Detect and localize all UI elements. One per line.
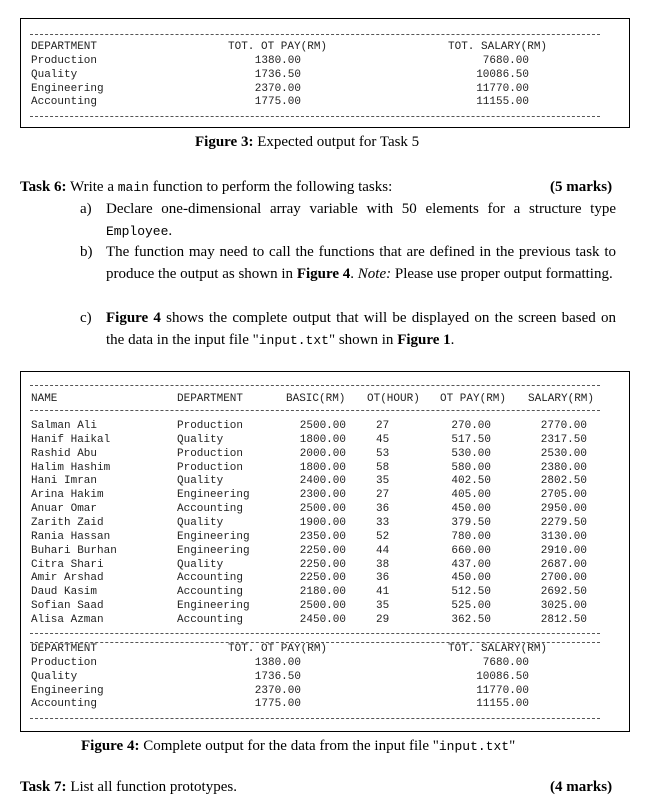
employee-salary: 2530.00 (540, 447, 587, 460)
figure-3-row-ot-pay: 1736.50 (254, 68, 301, 81)
employee-ot-hour: 58 (376, 461, 390, 474)
employee-department: Production (177, 461, 244, 474)
employee-salary: 2687.00 (540, 558, 587, 571)
employee-basic: 2450.00 (299, 613, 346, 626)
employee-ot-hour: 33 (376, 516, 390, 529)
task-6-item-c-letter: c) (80, 310, 92, 326)
employee-ot-pay: 450.00 (451, 572, 491, 585)
employee-name: Hanif Haikal (31, 433, 111, 446)
employee-basic: 2400.00 (299, 475, 346, 488)
employee-basic: 1900.00 (299, 516, 346, 529)
figure-3-row-ot-pay: 2370.00 (254, 82, 301, 95)
figure-4-divider-2 (30, 410, 600, 411)
figure-3-row-ot-pay: 1380.00 (254, 55, 301, 67)
employee-name: Buhari Burhan (31, 544, 117, 557)
figure-3-row-department: Engineering (31, 82, 104, 95)
employee-department: Accounting (177, 572, 244, 585)
employee-ot-pay: 362.50 (451, 613, 491, 626)
task-6-item-b-text-end: Please use proper output formatting. (391, 266, 613, 282)
employee-department: Accounting (177, 586, 244, 599)
employee-basic: 2500.00 (299, 600, 346, 613)
task-6-item-a (106, 198, 616, 243)
task-7-text (20, 778, 237, 796)
employee-ot-pay: 402.50 (451, 475, 491, 488)
employee-name: Citra Shari (31, 558, 104, 571)
summary-ot-pay: 1775.00 (254, 698, 301, 711)
employee-salary: 2317.50 (540, 433, 587, 446)
employee-salary: 2692.50 (540, 586, 587, 599)
figure-3-row-department: Quality (31, 68, 78, 81)
employee-department: Engineering (177, 530, 250, 543)
employee-ot-pay: 517.50 (451, 433, 491, 446)
task-7-description: List all function prototypes. (66, 779, 237, 795)
employee-name: Amir Arshad (31, 572, 104, 585)
task-6-item-b-note: Note: (357, 266, 392, 282)
task-6-item-b-sep: . (350, 266, 358, 282)
employee-basic: 2250.00 (299, 558, 346, 571)
employee-ot-hour: 52 (376, 530, 390, 543)
employee-department: Quality (177, 558, 224, 571)
employee-ot-pay: 525.00 (451, 600, 491, 613)
figure-3-bottom-divider (30, 116, 600, 117)
task-6-intro-text-end: function to perform the following tasks: (148, 179, 393, 195)
employee-ot-hour: 36 (376, 503, 390, 516)
task-6-item-b-figure-ref: Figure 4 (296, 266, 351, 282)
task-6-item-c-figure-1-ref: Figure 1 (397, 332, 451, 348)
employee-name: Rashid Abu (31, 447, 98, 460)
figure-4-header-basic: BASIC(RM) (286, 393, 346, 405)
employee-department: Engineering (177, 600, 250, 613)
employee-name: Hani Imran (31, 475, 98, 488)
employee-salary: 2910.00 (540, 544, 587, 557)
employee-department: Production (177, 447, 244, 460)
figure-4-header-ot-hour: OT(HOUR) (367, 393, 420, 405)
figure-3-row-salary: 11770.00 (476, 82, 529, 95)
employee-ot-pay: 530.00 (451, 447, 491, 460)
task-6-item-a-letter: a) (80, 201, 92, 217)
figure-4-caption-code: input.txt (438, 739, 510, 754)
figure-4-summary-header-department: DEPARTMENT (31, 643, 98, 655)
task-6-label: Task 6: (20, 179, 67, 195)
figure-3-row-salary: 7680.00 (482, 55, 529, 67)
employee-ot-pay: 512.50 (451, 586, 491, 599)
task-6-marks (550, 178, 612, 196)
employee-ot-pay: 780.00 (451, 530, 491, 543)
employee-department: Quality (177, 475, 224, 488)
employee-department: Engineering (177, 544, 250, 557)
employee-name: Sofian Saad (31, 600, 104, 613)
employee-name: Zarith Zaid (31, 516, 104, 529)
employee-salary: 2700.00 (540, 572, 587, 585)
employee-department: Quality (177, 516, 224, 529)
figure-4-header-department: DEPARTMENT (177, 393, 244, 405)
employee-ot-pay: 450.00 (451, 503, 491, 516)
employee-name: Alisa Azman (31, 613, 104, 626)
figure-3-header-salary: TOT. SALARY(RM) (448, 41, 548, 53)
task-6-item-c-code: input.txt (258, 333, 329, 348)
employee-ot-hour: 27 (376, 420, 390, 432)
summary-department: Production (31, 657, 98, 669)
employee-basic: 2000.00 (299, 447, 346, 460)
employee-ot-pay: 405.00 (451, 489, 491, 502)
task-7-label: Task 7: (20, 779, 67, 795)
employee-ot-hour: 53 (376, 447, 390, 460)
employee-ot-pay: 379.50 (451, 516, 491, 529)
employee-ot-hour: 44 (376, 544, 390, 557)
employee-basic: 2250.00 (299, 544, 346, 557)
task-6-item-c-figure-ref: Figure 4 (106, 310, 161, 326)
figure-4-header-ot-pay: OT PAY(RM) (440, 393, 507, 405)
employee-salary: 2950.00 (540, 503, 587, 516)
employee-salary: 2770.00 (540, 420, 587, 432)
figure-4-summary-header-ot-pay: TOT. OT PAY(RM) (228, 643, 328, 655)
employee-department: Production (177, 420, 244, 432)
task-6-intro (20, 178, 392, 197)
task-7-marks (550, 778, 612, 796)
task-6-item-c-end: . (450, 332, 455, 348)
summary-salary: 7680.00 (482, 657, 529, 669)
employee-ot-hour: 29 (376, 613, 390, 626)
figure-3-caption-label: Figure 3: (195, 134, 254, 150)
figure-3-caption (195, 134, 419, 151)
employee-ot-pay: 660.00 (451, 544, 491, 557)
task-6-intro-text: Write a (66, 179, 118, 195)
figure-4-divider-3 (30, 633, 600, 634)
figure-4-caption-end: " (509, 738, 516, 754)
employee-ot-pay: 437.00 (451, 558, 491, 571)
task-6-item-a-code: Employee (106, 224, 169, 239)
employee-department: Quality (177, 433, 224, 446)
task-6-main-code: main (117, 180, 149, 195)
employee-basic: 1800.00 (299, 433, 346, 446)
task-6-item-a-end: . (168, 223, 173, 239)
employee-salary: 3130.00 (540, 530, 587, 543)
employee-name: Salman Ali (31, 420, 98, 432)
summary-department: Engineering (31, 684, 104, 697)
employee-salary: 2380.00 (540, 461, 587, 474)
employee-basic: 2250.00 (299, 572, 346, 585)
task-7-marks-label: (4 marks) (550, 779, 613, 795)
employee-name: Daud Kasim (31, 586, 98, 599)
figure-3-row-department: Accounting (31, 96, 98, 109)
summary-department: Accounting (31, 698, 98, 711)
employee-ot-hour: 35 (376, 475, 390, 488)
employee-ot-hour: 45 (376, 433, 390, 446)
employee-basic: 2500.00 (299, 503, 346, 516)
summary-department: Quality (31, 670, 78, 683)
employee-ot-hour: 41 (376, 586, 390, 599)
figure-4-caption-label: Figure 4: (81, 738, 140, 754)
summary-ot-pay: 1380.00 (254, 657, 301, 669)
summary-salary: 11155.00 (476, 698, 529, 711)
employee-basic: 2500.00 (299, 420, 346, 432)
employee-salary: 2279.50 (540, 516, 587, 529)
task-6-item-c-text: shows the complete output that will be displayed on the screen based on the data in the input file " (106, 310, 617, 348)
employee-ot-hour: 36 (376, 572, 390, 585)
employee-department: Engineering (177, 489, 250, 502)
figure-4-divider-1 (30, 385, 600, 386)
employee-salary: 2802.50 (540, 475, 587, 488)
task-6-item-a-text: Declare one-dimensional array variable with 50 elements for a structure type (106, 201, 616, 217)
employee-basic: 2300.00 (299, 489, 346, 502)
figure-4-caption (81, 738, 515, 755)
summary-ot-pay: 1736.50 (254, 670, 301, 683)
figure-4-summary-header-salary: TOT. SALARY(RM) (448, 643, 548, 655)
task-6-item-c (106, 307, 616, 352)
figure-3-header-department: DEPARTMENT (31, 41, 98, 53)
task-6-item-b-text: The function may need to call the functions that are defined in the previous task to produce the output as shown in (106, 244, 616, 282)
figure-3-row-salary: 10086.50 (476, 68, 529, 81)
employee-department: Accounting (177, 503, 244, 516)
employee-salary: 3025.00 (540, 600, 587, 613)
figure-4-header-name: NAME (31, 393, 58, 405)
employee-ot-pay: 580.00 (451, 461, 491, 474)
employee-ot-hour: 35 (376, 600, 390, 613)
employee-salary: 2705.00 (540, 489, 587, 502)
employee-salary: 2812.50 (540, 613, 587, 626)
employee-ot-pay: 270.00 (451, 420, 491, 432)
task-6-item-b (106, 241, 616, 285)
summary-ot-pay: 2370.00 (254, 684, 301, 697)
employee-ot-hour: 27 (376, 489, 390, 502)
figure-3-row-ot-pay: 1775.00 (254, 96, 301, 109)
figure-3-row-salary: 11155.00 (476, 96, 529, 109)
employee-basic: 2180.00 (299, 586, 346, 599)
task-6-marks-label: (5 marks) (550, 179, 613, 195)
figure-4-header-salary: SALARY(RM) (528, 393, 595, 405)
figure-3-top-divider (30, 34, 600, 35)
employee-ot-hour: 38 (376, 558, 390, 571)
employee-basic: 2350.00 (299, 530, 346, 543)
summary-salary: 10086.50 (476, 670, 529, 683)
employee-basic: 1800.00 (299, 461, 346, 474)
employee-name: Arina Hakim (31, 489, 104, 502)
figure-4-divider-5 (30, 718, 600, 719)
task-6-item-c-text-2: " shown in (328, 332, 398, 348)
figure-4-caption-text: Complete output for the data from the input file " (139, 738, 439, 754)
employee-name: Halim Hashim (31, 461, 111, 474)
employee-name: Rania Hassan (31, 530, 111, 543)
summary-salary: 11770.00 (476, 684, 529, 697)
figure-3-header-ot-pay: TOT. OT PAY(RM) (228, 41, 328, 53)
figure-3-caption-text: Expected output for Task 5 (253, 134, 420, 150)
employee-name: Anuar Omar (31, 503, 98, 516)
employee-department: Accounting (177, 613, 244, 626)
figure-3-row-department: Production (31, 55, 98, 67)
task-6-item-b-letter: b) (80, 244, 93, 260)
